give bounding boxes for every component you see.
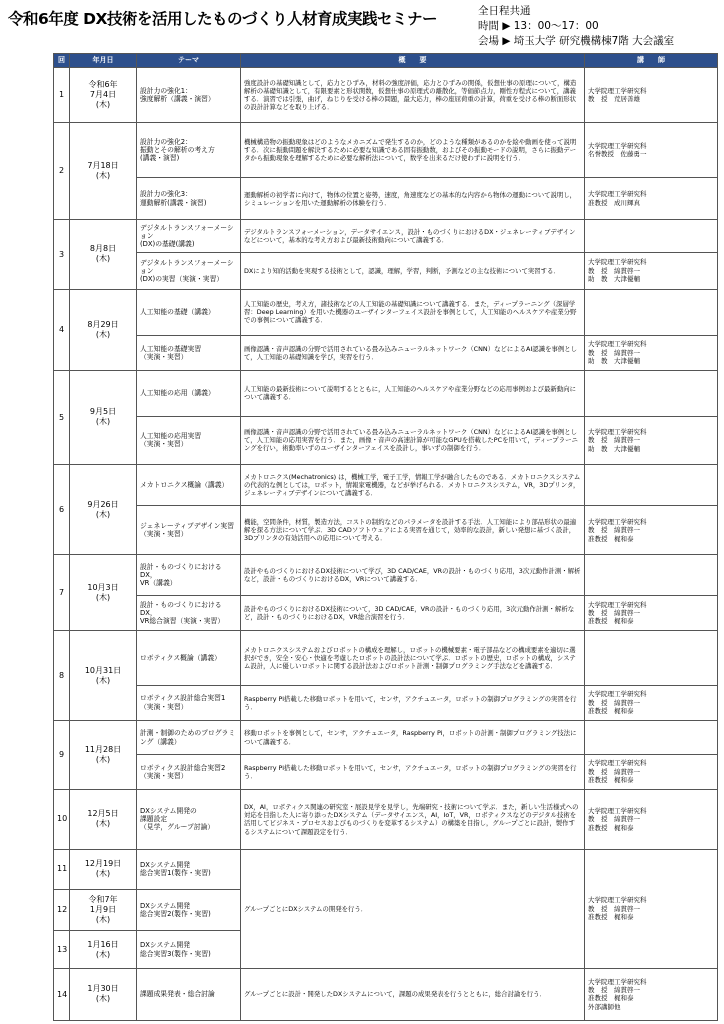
session-lecturer: 大学院理工学研究科 教 授 綿貫啓一 助 教 大津優輔 — [585, 335, 718, 370]
session-summary: 人工知能の最新技術について説明するとともに，人工知能のヘルスケアや産業分野などの応用事例および最新動向について講義する． — [241, 371, 585, 417]
session-summary: 機械構造物の振動現象はどのようなメカニズムで発生するのか，どのような種類があるのかを絵や動画を使って説明する．次に振動問題を解決するために必要な知識である固有振動数，およびその振動モードの説明，さらに振動データから振動現象を理解するために必要な解析法について，数学を出来るだけ使わずに説明を行う． — [241, 123, 585, 178]
session-number: 9 — [54, 720, 70, 789]
table-row — [54, 371, 718, 417]
session-date: 1月16日 (木) — [70, 931, 137, 968]
header-no: 回 — [54, 54, 70, 68]
table-header-row — [54, 54, 718, 68]
session-lecturer: 大学院理工学研究科 教 授 荒居善雄 — [585, 68, 718, 123]
table-row — [54, 850, 718, 890]
session-theme: デジタルトランスフォーメーション (DX)の実習（実演・実習） — [137, 253, 241, 289]
session-date: 令和6年 7月4日 (木) — [70, 68, 137, 123]
session-lecturer: 大学院理工学研究科 教 授 綿貫啓一 准教授 梶和泰 — [585, 685, 718, 720]
session-summary: 画像認識・音声認識の分野で活用されている畳み込みニューラルネットワーク（CNN）などによるAI認識を事例として，人工知能の応用実習を行う．また，画像・音声の高速計算が可能なGPUを搭載したPCを用いて，ディープラーニングを行い，術動率いずのユーザインターフェイスを設計し，事いずの制御を行う． — [241, 416, 585, 464]
table-row — [54, 289, 718, 335]
session-date: 7月18日 (木) — [70, 123, 137, 220]
session-theme: 課題成果発表・総合討論 — [137, 968, 241, 1020]
table-row — [54, 253, 718, 289]
session-number: 12 — [54, 889, 70, 931]
session-lecturer: 大学院理工学研究科 教 授 綿貫啓一 助 教 大津優輔 — [585, 416, 718, 464]
session-theme: デジタルトランスフォーメーション (DX)の基礎(講義) — [137, 220, 241, 253]
session-date: 1月30日 (木) — [70, 968, 137, 1020]
session-summary: 画像認識・音声認識の分野で活用されている畳み込みニューラルネットワーク（CNN）などによるAI認識を事例として，人工知能の基礎知識を学び，実習を行う． — [241, 335, 585, 370]
session-lecturer: 大学院理工学研究科 教 授 綿貫啓一 准教授 梶和泰 — [585, 789, 718, 849]
session-summary: メカトロニクスシステムおよびロボットの構成を理解し，ロボットの機械要素・電子部品などの構成要素を適切に選択ができ，安全・安心・快適を考慮したロボットの設計法について学ぶ．ロボットの歴史，ロボットの構成，システム設計，人に優しいロボットに関する設計法およびロボット計測・制御プログラミング手法などを講義する． — [241, 631, 585, 685]
session-summary: 強度設計の基礎知識として，応力とひずみ，材料の強度評価，応力とひずみの関係，仮想仕事の原理について，構造解析の基礎知識として，有限要素と形状関数，仮想仕事の原理式の離散化，等価節点力，剛性方程式について，講義する．演習では引張，曲げ，ねじりを受ける棒の問題，最大応力，棒の座屈荷重の計算，荷重を受ける棒の断面形状の設計計算などを取り上げる． — [241, 68, 585, 123]
header-date: 年月日 — [70, 54, 137, 68]
table-row — [54, 720, 718, 754]
session-lecturer: 大学院理工学研究科 名誉教授 佐藤勇一 — [585, 123, 718, 178]
session-lecturer: 大学院理工学研究科 教 授 綿貫啓一 准教授 梶和泰 — [585, 595, 718, 630]
session-theme: 人工知能の応用（講義） — [137, 371, 241, 417]
group-summary: グループごとにDXシステムの開発を行う． — [241, 850, 585, 969]
session-theme: ロボティクス設計総合実習1 （実演・実習） — [137, 685, 241, 720]
session-lecturer: 大学院理工学研究科 教 授 綿貫啓一 准教授 梶和泰 外部講師他 — [585, 968, 718, 1020]
session-number: 2 — [54, 123, 70, 220]
info-common: 全日程共通 — [478, 5, 531, 17]
group-lecturer: 大学院理工学研究科 教 授 綿貫啓一 准教授 梶和泰 — [585, 850, 718, 969]
session-lecturer: 大学院理工学研究科 教 授 綿貫啓一 准教授 梶和泰 — [585, 506, 718, 555]
session-theme: DXシステム開発の 課題設定 （見学，グループ討論） — [137, 789, 241, 849]
session-theme: ロボティクス設計総合実習2 （実演・実習） — [137, 755, 241, 789]
page-title: 令和6年度 DX技術を活用したものづくり人材育成実践セミナー — [8, 10, 437, 28]
session-theme: 設計・ものづくりにおけるDX， VR（講義） — [137, 555, 241, 596]
session-summary: Raspberry Pi搭載した移動ロボットを用いて，センサ，アクチュエータ，ロボットの制御プログラミングの実習を行う． — [241, 685, 585, 720]
session-number: 11 — [54, 850, 70, 890]
schedule-info — [478, 4, 674, 49]
session-date: 8月8日 (木) — [70, 220, 137, 290]
header-summary: 概 要 — [241, 54, 585, 68]
session-lecturer — [585, 289, 718, 335]
table-row — [54, 220, 718, 253]
table-row — [54, 685, 718, 720]
schedule-table — [53, 53, 718, 1021]
session-theme: 人工知能の基礎実習 （実演・実習） — [137, 335, 241, 370]
session-summary: 設計やものづくりにおけるDX技術について，3D CAD/CAE，VRの設計・ものづくり応用，3次元動作計測・解析など，設計・ものづくりにおけるDX，VR総合演習を行う． — [241, 595, 585, 630]
session-date: 令和7年 1月9日 (木) — [70, 889, 137, 931]
session-theme: 設計力の強化1： 強度解析（講義・演習） — [137, 68, 241, 123]
table-row — [54, 595, 718, 630]
session-date: 10月3日 (木) — [70, 555, 137, 631]
session-theme: DXシステム開発 総合実習1(製作・実習) — [137, 850, 241, 890]
table-row — [54, 416, 718, 464]
session-number: 14 — [54, 968, 70, 1020]
session-lecturer — [585, 464, 718, 506]
session-theme: DXシステム開発 総合実習3(製作・実習) — [137, 931, 241, 968]
session-lecturer — [585, 720, 718, 754]
session-theme: 設計力の強化2： 振動とその解析の考え方 (講義・演習) — [137, 123, 241, 178]
info-venue: 会場 ▶ 埼玉大学 研究機構棟7階 大会議室 — [478, 35, 675, 47]
table-row — [54, 631, 718, 685]
session-summary: DXにより知的活動を実現する技術として，認識，理解，学習，判断，予測などの主な技術について実習する． — [241, 253, 585, 289]
session-theme: ジェネレーティブデザイン実習 （実演・実習） — [137, 506, 241, 555]
session-number: 10 — [54, 789, 70, 849]
session-lecturer: 大学院理工学研究科 准教授 成川輝真 — [585, 178, 718, 220]
session-date: 8月29日 (木) — [70, 289, 137, 370]
session-summary: 設計やものづくりにおけるDX技術について学び，3D CAD/CAE，VRの設計・ものづくり応用，3次元動作計測・解析など，設計・ものづくりにおけるDX，VRについて講義する． — [241, 555, 585, 596]
session-date: 9月26日 (木) — [70, 464, 137, 555]
table-row — [54, 755, 718, 789]
session-lecturer: 大学院理工学研究科 教 授 綿貫啓一 助 教 大津優輔 — [585, 253, 718, 289]
table-row — [54, 555, 718, 596]
session-number: 4 — [54, 289, 70, 370]
table-row — [54, 178, 718, 220]
session-summary: DX，AI，ロボティクス関連の研究室・展設見学を見学し，先端研究・技術について学ぶ．また，新しい生活様式への対応を目指した人に寄り添ったDXシステム（データサイエンス，AI，IoT，VR，ロボティクスなどのデジタル技術を活用してビジネス・プロセスおよびものづくりを変革するシステム）の構築を目指し，グループごとに設計，製作するシステムについて課題設定を行う． — [241, 789, 585, 849]
session-date: 12月19日 (木) — [70, 850, 137, 890]
session-theme: 人工知能の応用実習 （実演・実習） — [137, 416, 241, 464]
table-row — [54, 789, 718, 849]
session-summary: グループごとに設計・開発したDXシステムについて，課題の成果発表を行うとともに，総合討論を行う． — [241, 968, 585, 1020]
session-summary: メカトロニクス(Mechatronics) は，機械工学，電子工学，情報工学が融合したものである．メカトロニクスシステムの代表的な例としては，ロボット，情報家電機器，などが挙げられる．メカトロニクスシステム，VR，3Dプリンタ，ジェネレーティブデザインについて講義する． — [241, 464, 585, 506]
session-summary: 機能，空間条件，材質，製造方法，コストの制約などのパラメータを設計する手法．人工知能により部品形状の最適解を探る方法について学ぶ．3D CADソフトウェアによる実習を通じて，効率的な設計，新しい発想に基づく設計，3Dプリンタの有効活用への応用について考える． — [241, 506, 585, 555]
session-theme: 設計・ものづくりにおけるDX， VR総合演習（実演・実習） — [137, 595, 241, 630]
header-theme: テーマ — [137, 54, 241, 68]
session-summary: 運動解析の初学者に向けて，物体の位置と姿勢，速度，角速度などの基本的な内容から物体の運動について説明し，シミュレーションを用いた運動解析の体験を行う． — [241, 178, 585, 220]
session-number: 8 — [54, 631, 70, 721]
header-lecturer: 講 師 — [585, 54, 718, 68]
table-row — [54, 968, 718, 1020]
session-number: 1 — [54, 68, 70, 123]
session-date: 12月5日 (木) — [70, 789, 137, 849]
table-row — [54, 506, 718, 555]
session-theme: 人工知能の基礎（講義） — [137, 289, 241, 335]
session-date: 11月28日 (木) — [70, 720, 137, 789]
session-lecturer — [585, 631, 718, 685]
session-theme: DXシステム開発 総合実習2(製作・実習) — [137, 889, 241, 931]
session-theme: ロボティクス概論（講義） — [137, 631, 241, 685]
session-theme: メカトロニクス概論（講義） — [137, 464, 241, 506]
session-theme: 計測・制御のためのプログラミング（講義） — [137, 720, 241, 754]
session-number: 13 — [54, 931, 70, 968]
session-lecturer — [585, 555, 718, 596]
session-number: 7 — [54, 555, 70, 631]
session-summary: Raspberry Pi搭載した移動ロボットを用いて，センサ，アクチュエータ，ロボットの制御プログラミングの実習を行う． — [241, 755, 585, 789]
table-row — [54, 464, 718, 506]
session-summary: 移動ロボットを事例として，センサ，アクチュエータ，Raspberry Pi，ロボットの計測・制御プログラミング技法について講義する． — [241, 720, 585, 754]
session-number: 5 — [54, 371, 70, 465]
session-number: 6 — [54, 464, 70, 555]
table-row — [54, 68, 718, 123]
session-summary: 人工知能の歴史，考え方，諸技術などの人工知能の基礎知識について講義する．また，ディープラーニング（深層学習：Deep Learning）を用いた機器のユーザインターフェイス設計を事例として，人工知能のヘルスケアや産業分野での事例について講義する． — [241, 289, 585, 335]
session-theme: 設計力の強化3： 運動解析(講義・演習) — [137, 178, 241, 220]
table-row — [54, 335, 718, 370]
info-time: 時間 ▶ 13：00～17：00 — [478, 20, 599, 32]
session-date: 10月31日 (木) — [70, 631, 137, 721]
table-row — [54, 123, 718, 178]
session-summary: デジタルトランスフォーメーション，データサイエンス，設計・ものづくりにおけるDX・ジェネレーティブデザインなどについて，基本的な考え方および最新技術動向について講義する． — [241, 220, 585, 253]
session-lecturer: 大学院理工学研究科 教 授 綿貫啓一 准教授 梶和泰 — [585, 755, 718, 789]
session-number: 3 — [54, 220, 70, 290]
session-lecturer — [585, 220, 718, 253]
session-lecturer — [585, 371, 718, 417]
session-date: 9月5日 (木) — [70, 371, 137, 465]
